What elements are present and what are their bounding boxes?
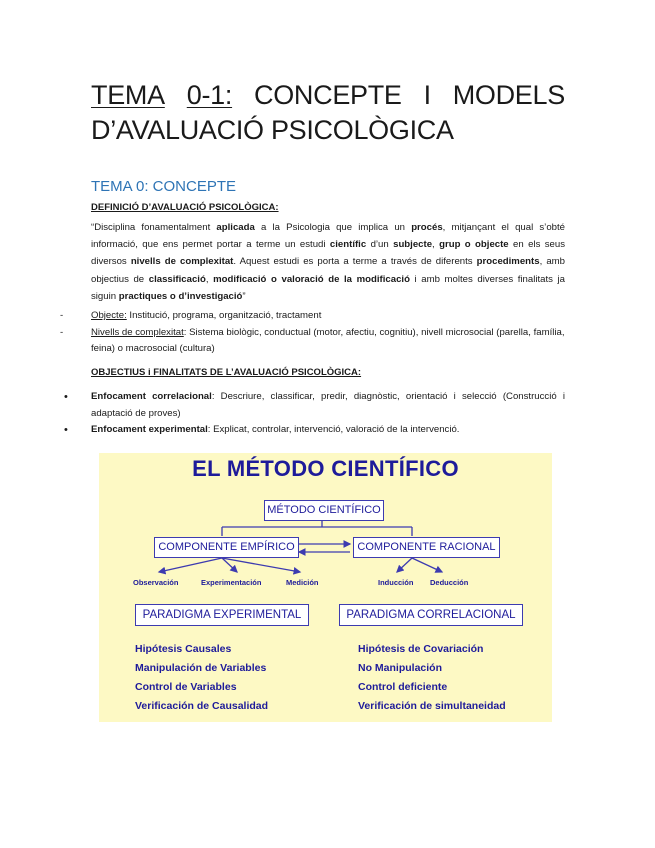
objectives-list — [64, 389, 565, 439]
leaf-label: Experimentación — [201, 578, 262, 587]
right-item: No Manipulación — [358, 662, 442, 674]
definition-paragraph: “Disciplina fonamentalment aplicada a la Psicologia que implica un procés, mitjançant el qual s’obté informació, que ens permet portar a terme un estudi científic d’un subjecte, grup o objecte en els seus diversos nivells de complexitat. Aquest estudi es porta a terme a través de diferents procediments, amb objectius de classificació, modificació o valoració de la modificació i amb moltes diverses finalitats ja siguin practiques o d’investigació” — [91, 222, 566, 302]
left-item: Manipulación de Variables — [135, 662, 267, 674]
title-word: CONCEPTE — [254, 80, 402, 110]
left-item: Hipótesis Causales — [135, 643, 232, 655]
left-item: Verificación de Causalidad — [135, 700, 269, 712]
right-paradigm-node: PARADIGMA CORRELACIONAL — [339, 604, 523, 626]
left-item: Control de Variables — [135, 681, 237, 693]
right-component-node: COMPONENTE RACIONAL — [353, 537, 500, 558]
list-item: • Enfocament experimental: Explicat, controlar, intervenció, valoració de la intervenció. — [64, 424, 460, 437]
right-item: Verificación de simultaneidad — [358, 700, 506, 712]
title-line-2: D’AVALUACIÓ PSICOLÒGICA — [91, 115, 454, 145]
right-item: Control deficiente — [358, 681, 448, 693]
dash-list — [60, 308, 565, 358]
list-item: - Objecte: Institució, programa, organització, tractament — [60, 310, 322, 321]
diagram-title: EL MÉTODO CIENTÍFICO — [192, 456, 459, 481]
title-word: MODELS — [452, 80, 565, 110]
list-item: • Enfocament correlacional: Descriure, classificar, predir, diagnòstic, orientació i selecció (Construcció i adaptació de proves) — [64, 391, 565, 419]
leaf-label: Deducción — [430, 578, 469, 587]
definition-heading: DEFINICIÓ D’AVALUACIÓ PSICOLÒGICA: — [91, 202, 279, 213]
objectives-heading: OBJECTIUS i FINALITATS DE L’AVALUACIÓ PSICOLÒGICA: — [91, 367, 362, 378]
section-heading: TEMA 0: CONCEPTE — [91, 178, 237, 195]
root-node: MÉTODO CIENTÍFICO — [264, 500, 384, 521]
title-word: I — [423, 80, 431, 110]
leaf-label: Medición — [286, 578, 319, 587]
left-paradigm-node: PARADIGMA EXPERIMENTAL — [135, 604, 309, 626]
scientific-method-diagram — [99, 453, 552, 722]
leaf-label: Inducción — [378, 578, 414, 587]
leaf-label: Observación — [133, 578, 179, 587]
title-word: TEMA — [91, 80, 165, 110]
title-word: 0-1: — [186, 80, 233, 110]
left-component-node: COMPONENTE EMPÍRICO — [154, 537, 299, 558]
right-item: Hipótesis de Covariación — [358, 643, 484, 655]
list-item: - Nivells de complexitat: Sistema biològic, conductual (motor, afectiu, cognitiu), nivell microsocial (parella, família, feina) o macrosocial (cultura) — [60, 326, 565, 355]
page-title — [91, 78, 565, 148]
